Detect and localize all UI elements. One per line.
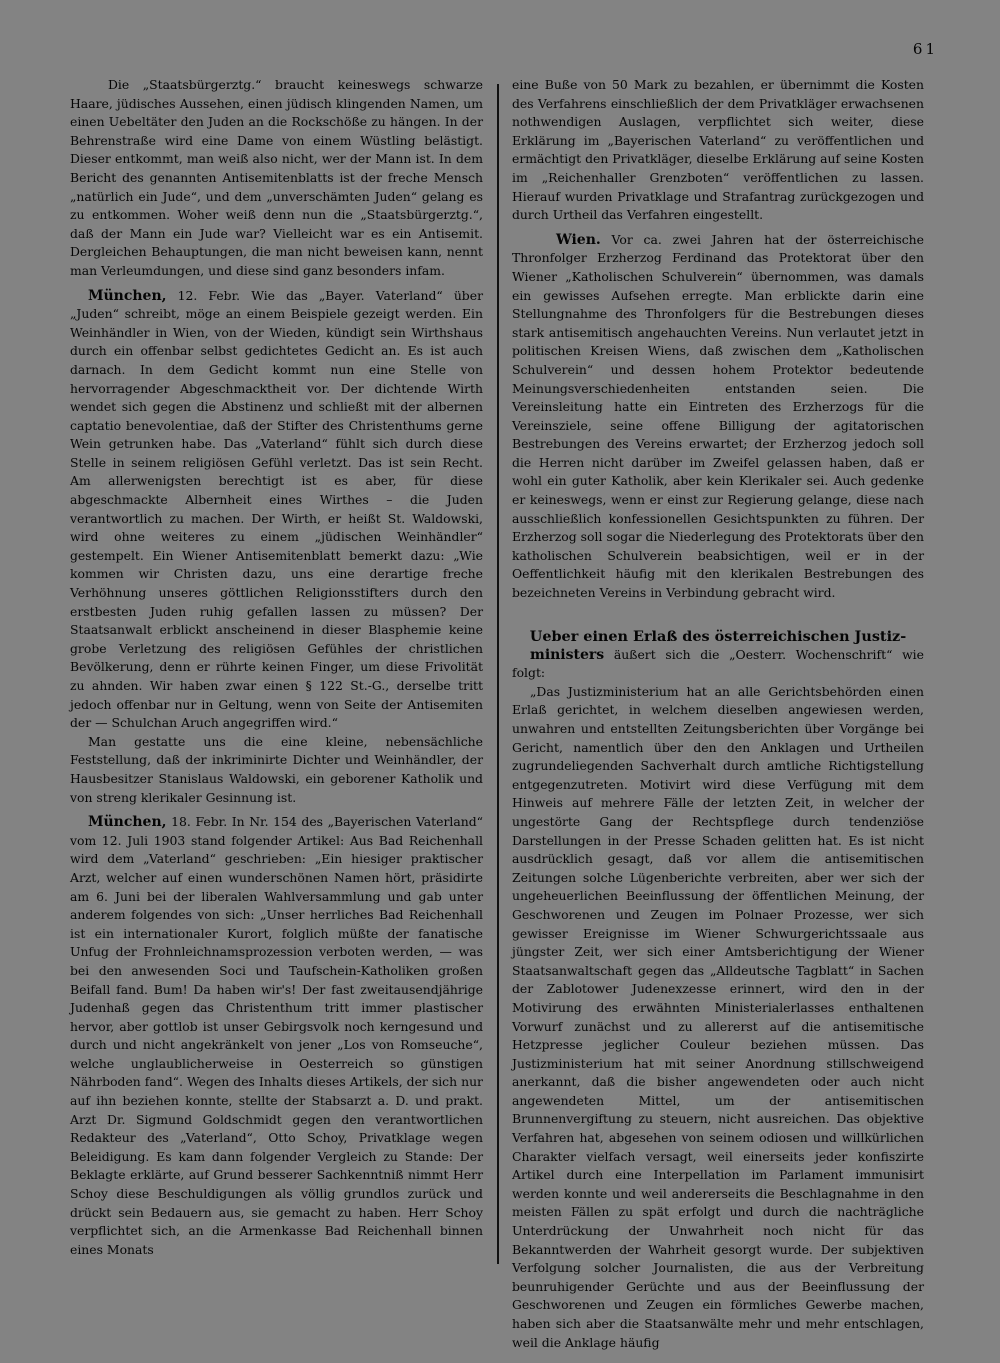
paragraph: eine Buße von 50 Mark zu bezahlen, er übernimmt die Kosten des Verfahrens einschließlich der dem Privatkläger erwachsenen nothwendigen Auslagen, verpflichtet sich weiter, diese Erklärung im „Bayerischen Vaterland“ zu veröffentlichen und ermächtigt den Privatkläger, dieselbe Erklärung auf seine Kosten im „Reichenhaller Grenzboten“ veröffentlichen zu lassen. Hierauf wurden Privatklage und Strafantrag zurückgezogen und durch Urtheil das Verfahren eingestellt. <box>512 77 924 223</box>
paragraph: Wien. Vor ca. zwei Jahren hat der österreichische Thronfolger Erzherzog Ferdinand das Protektorat über den Wiener „Katholischen Schulverein“ übernommen, was damals ein gewisses Aufsehen erregte. Man erblickte darin eine Stellungnahme des Thronfolgers für die Bestrebungen dieses stark antisemitisch angehauchten Vereins. Nun verlautet jetzt in politischen Kreisen Wiens, daß zwischen dem „Katholischen Schulverein“ und dessen hohem Protektor bedeutende Meinungsverschiedenheiten entstanden seien. Die Vereinsleitung hatte ein Eintreten des Erzherzogs für die Vereinsziele, seine offene Billigung der agitatorischen Bestrebungen des Vereins erwartet; der Erzherzog jedoch soll die Herren nicht darüber im Zweifel gelassen haben, daß er wohl ein guter Katholik, aber kein Klerikaler sei. Auch gedenke er keineswegs, wenn er einst zur Regierung gelange, diese nach ausschließlich konfessionellen Gesichtspunkten zu führen. Der Erzherzog soll sogar die Niederlegung des Protektorats über den katholischen Schulverein beabsichtigen, weil er in der Oeffentlichkeit häufig mit den klerikalen Bestrebungen des bezeichneten Vereins in Verbindung gebracht wird. <box>512 231 924 601</box>
paragraph: München, 18. Febr. In Nr. 154 des „Bayerischen Vaterland“ vom 12. Juli 1903 stand folgender Artikel: Aus Bad Reichenhall wird dem „Vaterland“ geschrieben: „Ein hiesiger praktischer Arzt, welcher auf einen wunderschönen Namen hört, präsidirte am 6. Juni bei der liberalen Wahlversammlung und gab unter anderem folgendes von sich: „Unser herrliches Bad Reichenhall ist ein internationaler Kurort, folglich müßte der fanatische Unfug der Frohnleichnamsprozession verboten werden, — was bei den anwesenden Soci und Taufschein-Katholiken großen Beifall fand. Bum! Da haben wir's! Der fast zweitausendjährige Judenhaß gegen das Christenthum tritt immer plastischer hervor, aber gottlob ist unser Gebirgsvolk noch kerngesund und durch und nicht angekränkelt von jener „Los von Romseuche“, welche unglaublicherweise in Oesterreich so günstigen Nährboden fand“. Wegen des Inhalts dieses Artikels, der sich nur auf ihn beziehen konnte, stellte der Stabsarzt a. D. und prakt. Arzt Dr. Sigmund Goldschmidt gegen den verantwortlichen Redakteur des „Vaterland“, Otto Schoy, Privatklage wegen Beleidigung. Es kam dann folgender Vergleich zu Stande: Der Beklagte erklärte, auf Grund besserer Sachkenntniß nimmt Herr Schoy diese Beschuldigungen als völlig grundlos zurück und drückt sein Bedauern aus, sie gemacht zu haben. Herr Schoy verpflichtet sich, an die Armenkasse Bad Reichenhall binnen eines Monats <box>70 814 483 1257</box>
dateline: München, <box>88 814 167 831</box>
dateline: Wien. <box>556 231 601 248</box>
left-column <box>70 76 483 1259</box>
section-heading: Ueber einen Erlaß des österreichischen Justiz- <box>529 627 907 645</box>
column-divider <box>497 84 499 1264</box>
quotation: „Das Justizministerium hat an alle Gerichtsbehörden einen Erlaß gerichtet, in welchem dieselben angewiesen werden, unwahren und entstellten Zeitungsberichten über Vorgänge bei Gericht, namentlich über den den Anklagen und Urtheilen zugrundeliegenden Sachverhalt durch amtliche Richtigstellung entgegenzutreten. Motivirt wird diese Verfügung mit dem Hinweis auf mehrere Fälle der letzten Zeit, in welcher der ungestörte Gang der Rechtspflege durch tendenziöse Darstellungen in der Presse Schaden gelitten hat. Es ist nicht ausdrücklich gesagt, daß vor allem die antisemitischen Zeitungen solche Lügenberichte verbreiten, aber wer sich der ungeheuerlichen Beeinflussung der öffentlichen Meinung, der Geschworenen und Zeugen im Polnaer Prozesse, wer sich gewisser Ereignisse im Wiener Schwurgerichtssaale aus jüngster Zeit, wer sich einer Amtsberichtigung der Wiener Staatsanwaltschaft gegen das „Alldeutsche Tagblatt“ in Sachen der Zablotower Judenexzesse erinnert, wird den in der Motivirung des erwähnten Ministerialerlasses enthaltenen Vorwurf zunächst und zu allererst auf die antisemitische Hetzpresse jeglicher Couleur beziehen müssen. Das Justizministerium hat mit seiner Anordnung stillschweigend anerkannt, daß die bisher angewendeten oder auch nicht angewendeten Mittel, um der antisemitischen Brunnenvergiftung zu steuern, nicht ausreichen. Das objektive Verfahren hat, abgesehen von seinem odiosen und willkürlichen Charakter vielfach versagt, weil einerseits jeder konfiszirte Artikel durch eine Interpellation im Parlament immunisirt werden konnte und weil andererseits die Beschlagnahme in den meisten Fällen zu spät erfolgt und durch die nachträgliche Unterdrückung der Unwahrheit noch nicht für das Bekanntwerden der Wahrheit gesorgt wurde. Der subjektiven Verfolgung solcher Journalisten, die aus der Verbreitung beunruhigender Gerüchte und aus der Beeinflussung der Geschworenen und Zeugen ein förmliches Gewerbe machen, haben sich aber die Staatsanwälte mehr und mehr entschlagen, weil die Anklage häufig <box>512 683 924 1350</box>
dateline: München, <box>88 287 167 304</box>
section-heading-continuation: ministers <box>530 646 605 663</box>
right-column <box>512 76 924 1352</box>
page-number: 61 <box>912 40 938 58</box>
paragraph: München, 12. Febr. Wie das „Bayer. Vaterland“ über „Juden“ schreibt, möge an einem Beispiele gezeigt werden. Ein Weinhändler in Wien, von der Wieden, kündigt sein Wirthshaus durch ein offenbar selbst gedichtetes Gedicht an. Es ist auch darnach. In dem Gedicht kommt nun eine Stelle von hervorragender Abgeschmacktheit vor. Der dichtende Wirth wendet sich gegen die Abstinenz und schließt mit der albernen captatio benevolentiae, daß der Stifter des Christenthums gerne Wein getrunken habe. Das „Vaterland“ fühlt sich durch diese Stelle in seinem religiösen Gefühl verletzt. Das ist sein Recht. Am allerwenigsten berechtigt ist es aber, für diese abgeschmackte Albernheit eines Wirthes – die Juden verantwortlich zu machen. Der Wirth, er heißt St. Waldowski, wird ohne weiteres zu einem „jüdischen Weinhändler“ gestempelt. Ein Wiener Antisemitenblatt bemerkt dazu: „Wie kommen wir Christen dazu, uns eine derartige freche Verhöhnung unseres göttlichen Religionsstifters durch den erstbesten Juden ruhig gefallen lassen zu müssen? Der Staatsanwalt erblickt anscheinend in dieser Blasphemie keine grobe Verletzung des religiösen Gefühles der christlichen Bevölkerung, denn er rührte keinen Finger, um diese Frivolität zu ahnden. Wir haben zwar einen § 122 St.-G., derselbe tritt jedoch offenbar nur in Geltung, wenn von Seite der Antisemiten der — Schulchan Aruch angegriffen wird.“ <box>70 287 483 731</box>
paragraph: ministers äußert sich die „Oesterr. Wochenschrift“ wie folgt: <box>512 646 924 681</box>
paragraph: Man gestatte uns die eine kleine, nebensächliche Feststellung, daß der inkriminirte Dichter und Weinhändler, der Hausbesitzer Stanislaus Waldowski, ein geborener Katholik und von streng klerikaler Gesinnung ist. <box>70 733 483 805</box>
paragraph: Die „Staatsbürgerztg.“ braucht keineswegs schwarze Haare, jüdisches Aussehen, einen jüdisch klingenden Namen, um einen Uebeltäter den Juden an die Rockschöße zu hängen. In der Behrenstraße wird eine Dame von einem Wüstling belästigt. Dieser entkommt, man weiß also nicht, wer der Mann ist. In dem Bericht des genannten Antisemitenblatts ist der freche Mensch „natürlich ein Jude“, und dem „unverschämten Juden“ gelang es zu entkommen. Woher weiß denn nun die „Staatsbürgerztg.“, daß der Mann ein Jude war? Vielleicht war es ein Antisemit. Dergleichen Behauptungen, die man nicht beweisen kann, nennt man Verleumdungen, und diese sind ganz besonders infam. <box>70 77 483 278</box>
